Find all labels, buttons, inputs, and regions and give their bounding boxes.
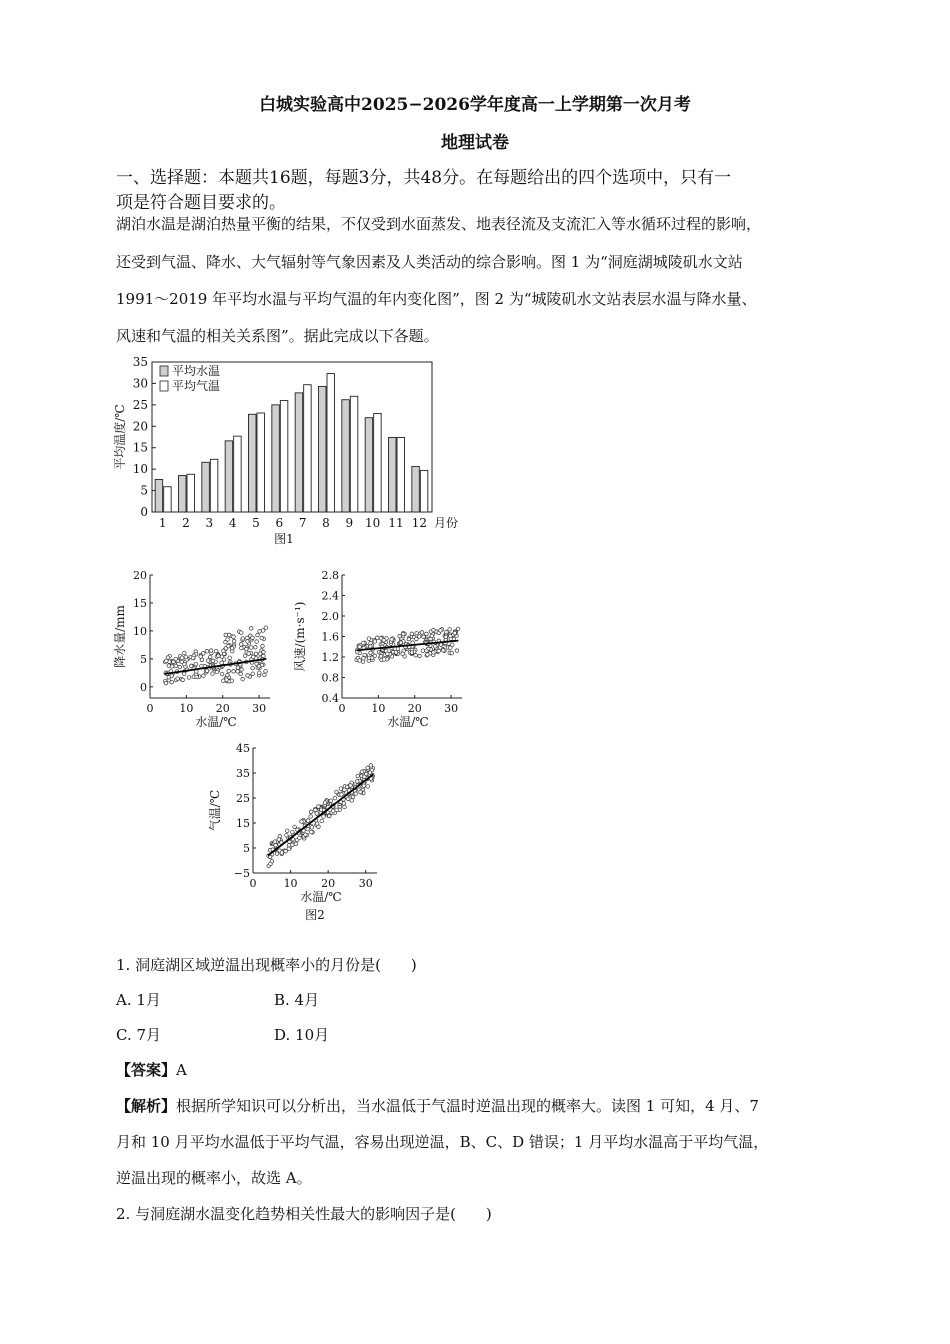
scatter-point — [232, 669, 236, 673]
scatter-point — [191, 656, 195, 660]
y-tick-label: 15 — [132, 440, 148, 455]
x-tick-label: 10 — [371, 702, 386, 715]
bar-water-temp — [202, 462, 210, 512]
x-tick-label: 10 — [179, 702, 194, 715]
scatter-point — [254, 645, 258, 649]
scatter-point — [202, 652, 206, 656]
scatter-point — [350, 799, 354, 803]
scatter-point — [172, 660, 176, 664]
scatter-point — [251, 666, 255, 670]
y-tick-label: 0 — [140, 505, 148, 519]
y-tick-label: 15 — [236, 817, 250, 830]
bar-water-temp — [342, 400, 350, 512]
y-tick-label: −5 — [233, 867, 250, 880]
figure1-bar-chart — [110, 352, 470, 552]
legend-label-air: 平均气温 — [172, 379, 221, 393]
scatter-point — [264, 626, 268, 630]
scatter-point — [178, 665, 182, 669]
scatter-point — [205, 669, 209, 673]
bar-water-temp — [179, 476, 187, 512]
scatter-point — [369, 641, 373, 645]
scatter-point — [331, 809, 335, 813]
figure2-caption: 图2 — [305, 908, 325, 922]
q1-option-a: A. 1月 — [116, 991, 161, 1009]
answer-label: 【答案】 — [116, 1061, 177, 1079]
scatter-point — [386, 652, 390, 656]
scatter-point — [236, 670, 240, 674]
x-tick-label: 2 — [182, 516, 190, 530]
q2-stem: 2. 与洞庭湖水温变化趋势相关性最大的影响因子是( ) — [116, 1205, 492, 1223]
scatter-point — [184, 655, 188, 659]
scatter-point — [306, 827, 310, 831]
y-tick-label: 25 — [236, 792, 250, 805]
scatter-point — [367, 656, 371, 660]
figure2-wind-scatter — [290, 565, 470, 730]
y-axis-label: 气温/℃ — [208, 789, 222, 832]
scatter-point — [422, 635, 426, 639]
bar-water-temp — [295, 393, 303, 512]
y-tick-label: 35 — [132, 355, 148, 369]
scatter-point — [317, 805, 321, 809]
section-heading-line1: 一、选择题：本题共16题，每题3分，共48分。在每题给出的四个选项中，只有一 — [116, 168, 732, 188]
scatter-point — [420, 631, 424, 635]
scatter-point — [205, 649, 209, 653]
scatter-point — [287, 847, 291, 851]
scatter-point — [189, 664, 193, 668]
x-tick-label: 1 — [158, 516, 167, 530]
bar-air-temp — [397, 437, 405, 512]
scatter-point — [174, 664, 178, 668]
scatter-point — [239, 672, 243, 676]
scatter-point — [224, 640, 228, 644]
scatter-point — [249, 627, 253, 631]
intro-line3: 1991～2019 年平均水温与平均气温的年内变化图”，图 2 为“城陵矶水文站表层水温与降水量、 — [116, 290, 757, 308]
scatter-point — [227, 669, 231, 673]
scatter-point — [280, 851, 284, 855]
scatter-point — [398, 634, 402, 638]
scatter-point — [399, 641, 403, 645]
y-tick-label: 2.4 — [321, 589, 339, 603]
x-tick-label: 0 — [146, 702, 154, 715]
bar-water-temp — [272, 405, 280, 512]
scatter-point — [285, 829, 289, 833]
scatter-point — [247, 652, 251, 656]
y-axis-label: 降水量/mm — [113, 605, 127, 668]
y-tick-label: 0.8 — [321, 671, 339, 685]
scatter-point — [209, 649, 213, 653]
y-tick-label: 20 — [133, 569, 147, 582]
x-tick-label: 20 — [321, 877, 336, 890]
scatter-point — [258, 652, 262, 656]
x-tick-label: 5 — [252, 516, 260, 530]
scatter-point — [379, 654, 383, 658]
bar-air-temp — [210, 459, 218, 512]
scatter-point — [407, 637, 411, 641]
scatter-point — [176, 677, 180, 681]
x-tick-label: 10 — [283, 877, 298, 890]
scatter-point — [410, 651, 414, 655]
scatter-point — [306, 819, 310, 823]
scatter-point — [222, 649, 226, 653]
scatter-point — [421, 649, 425, 653]
bar-air-temp — [374, 413, 382, 512]
scatter-point — [170, 680, 174, 684]
trend-line — [268, 774, 373, 855]
scatter-point — [211, 672, 215, 676]
scatter-point — [367, 637, 371, 641]
scatter-point — [366, 785, 370, 789]
scatter-point — [224, 633, 228, 637]
figure2-airtemp-scatter — [205, 738, 385, 928]
x-tick-label: 30 — [444, 702, 459, 715]
scatter-point — [236, 666, 240, 670]
scatter-point — [418, 654, 422, 658]
scatter-point — [382, 658, 386, 662]
scatter-point — [194, 662, 198, 666]
scatter-point — [290, 843, 294, 847]
scatter-point — [251, 655, 255, 659]
y-tick-label: 25 — [132, 397, 148, 412]
y-tick-label: 2.8 — [321, 569, 339, 582]
scatter-point — [261, 629, 265, 633]
scatter-point — [284, 849, 288, 853]
scatter-point — [239, 643, 243, 647]
scatter-point — [445, 630, 449, 634]
scatter-point — [164, 681, 168, 685]
intro-line2: 还受到气温、降水、大气辐射等气象因素及人类活动的综合影响。图 1 为“洞庭湖城陵矶水文站 — [116, 253, 743, 271]
scatter-point — [410, 632, 414, 636]
bar-air-temp — [350, 396, 358, 512]
scatter-point — [232, 639, 236, 643]
y-tick-label: 2.0 — [321, 610, 339, 623]
analysis-label: 【解析】 — [116, 1097, 177, 1115]
scatter-point — [415, 631, 419, 635]
scatter-point — [335, 790, 339, 794]
intro-line1: 湖泊水温是湖泊热量平衡的结果，不仅受到水面蒸发、地表径流及支流汇入等水循环过程的影响， — [116, 215, 762, 233]
scatter-point — [366, 766, 370, 770]
scatter-point — [291, 830, 295, 834]
y-tick-label: 5 — [140, 483, 148, 498]
scatter-point — [346, 797, 350, 801]
x-axis-label: 水温/℃ — [300, 890, 342, 904]
scatter-point — [170, 665, 174, 669]
scatter-point — [359, 790, 363, 794]
scatter-point — [254, 652, 258, 656]
scatter-point — [199, 655, 203, 659]
scatter-point — [369, 651, 373, 655]
scatter-point — [432, 628, 436, 632]
y-tick-label: 10 — [133, 624, 147, 638]
scatter-point — [285, 833, 289, 837]
scatter-point — [320, 819, 324, 823]
scatter-point — [230, 646, 234, 650]
y-tick-label: 0.4 — [321, 692, 339, 705]
bar-air-temp — [187, 474, 195, 512]
q1-analysis-line3: 逆温出现的概率小，故选 A。 — [116, 1169, 312, 1187]
scatter-point — [358, 659, 362, 663]
scatter-point — [241, 637, 245, 641]
q1-answer — [116, 1059, 187, 1080]
scatter-point — [202, 674, 206, 678]
scatter-point — [356, 774, 360, 778]
bar-air-temp — [280, 401, 288, 512]
scatter-point — [304, 833, 308, 837]
scatter-point — [215, 670, 219, 674]
scatter-point — [182, 672, 186, 676]
scatter-point — [345, 785, 349, 789]
scatter-point — [275, 852, 279, 856]
scatter-point — [453, 631, 457, 635]
scatter-point — [375, 636, 379, 640]
scatter-point — [310, 830, 314, 834]
scatter-point — [433, 644, 437, 648]
y-tick-label: 1.6 — [321, 630, 339, 644]
x-tick-label: 20 — [407, 702, 422, 715]
scatter-point — [269, 862, 273, 866]
scatter-point — [369, 764, 373, 768]
figure2-precip-scatter — [110, 565, 275, 730]
scatter-point — [333, 796, 337, 800]
q1-option-d: D. 10月 — [274, 1026, 330, 1044]
scatter-point — [256, 633, 260, 637]
scatter-point — [257, 664, 261, 668]
x-tick-label: 30 — [358, 877, 373, 890]
scatter-point — [415, 637, 419, 641]
x-tick-label: 30 — [252, 702, 267, 715]
scatter-point — [230, 679, 234, 683]
x-tick-label: 8 — [322, 516, 330, 530]
scatter-point — [362, 657, 366, 661]
y-tick-label: 5 — [140, 652, 147, 666]
scatter-point — [211, 659, 215, 663]
bar-water-temp — [249, 414, 257, 512]
scatter-point — [298, 836, 302, 840]
q1-option-c: C. 7月 — [116, 1026, 162, 1044]
y-tick-label: 5 — [243, 842, 250, 855]
scatter-point — [251, 672, 255, 676]
bar-air-temp — [327, 374, 335, 512]
bar-air-temp — [164, 487, 172, 512]
scatter-point — [358, 645, 362, 649]
scatter-point — [360, 770, 364, 774]
x-tick-label: 12 — [411, 516, 427, 530]
bar-air-temp — [304, 385, 312, 512]
q1-analysis-line1 — [116, 1095, 759, 1116]
y-tick-label: 35 — [236, 767, 250, 780]
x-tick-label: 7 — [298, 516, 307, 530]
scatter-point — [227, 644, 231, 648]
scatter-point — [183, 651, 187, 655]
scatter-point — [180, 660, 184, 664]
scatter-point — [439, 643, 443, 647]
scatter-point — [309, 815, 313, 819]
legend-label-water: 平均水温 — [172, 364, 221, 378]
y-axis-label: 平均温度/℃ — [113, 404, 127, 470]
scatter-point — [187, 676, 191, 680]
scatter-point — [425, 649, 429, 653]
scatter-point — [343, 805, 347, 809]
scatter-point — [166, 656, 170, 660]
bar-water-temp — [389, 437, 397, 512]
scatter-point — [228, 656, 232, 660]
scatter-point — [396, 647, 400, 651]
bar-water-temp — [365, 418, 373, 512]
scatter-point — [240, 668, 244, 672]
scatter-point — [323, 801, 327, 805]
x-axis-label: 水温/℃ — [195, 715, 237, 729]
scatter-point — [251, 636, 255, 640]
x-tick-label: 4 — [228, 516, 237, 530]
y-tick-label: 15 — [133, 596, 147, 610]
scatter-point — [390, 638, 394, 642]
x-tick-label: 11 — [388, 516, 404, 530]
scatter-point — [273, 840, 277, 844]
scatter-point — [167, 675, 171, 679]
scatter-point — [258, 630, 262, 634]
scatter-point — [181, 678, 185, 682]
scatter-point — [362, 775, 366, 779]
scatter-point — [448, 646, 452, 650]
scatter-point — [429, 637, 433, 641]
scatter-point — [241, 677, 245, 681]
bar-air-temp — [420, 470, 428, 512]
scatter-point — [426, 653, 430, 657]
y-tick-label: 45 — [236, 742, 250, 755]
x-tick-label: 3 — [205, 516, 214, 530]
scatter-point — [322, 815, 326, 819]
analysis-text-1: 根据所学知识可以分析出，当水温低于气温时逆温出现的概率大。读图 1 可知，4 月、7 — [176, 1097, 759, 1115]
scatter-point — [394, 651, 398, 655]
scatter-point — [294, 842, 298, 846]
scatter-point — [437, 649, 441, 653]
bar-water-temp — [412, 467, 420, 512]
x-tick-label: 0 — [249, 877, 257, 890]
q1-analysis-line2: 月和 10 月平均水温低于平均气温，容易出现逆温，B、C、D 错误；1 月平均水温高于平均气温， — [116, 1133, 769, 1151]
scatter-point — [444, 635, 448, 639]
y-tick-label: 0 — [140, 680, 147, 694]
bar-water-temp — [319, 386, 327, 512]
section-heading-line2: 项是符合题目要求的。 — [116, 193, 286, 213]
scatter-point — [368, 771, 372, 775]
scatter-point — [401, 652, 405, 656]
y-tick-label: 30 — [132, 376, 148, 391]
scatter-point — [355, 780, 359, 784]
q1-stem: 1. 洞庭湖区域逆温出现概率小的月份是( ) — [116, 956, 417, 974]
x-tick-label: 10 — [365, 516, 381, 530]
scatter-point — [401, 632, 405, 636]
scatter-point — [246, 640, 250, 644]
scatter-point — [261, 644, 265, 648]
scatter-point — [263, 673, 267, 677]
x-tick-label: 0 — [338, 702, 346, 715]
scatter-point — [448, 628, 452, 632]
scatter-point — [340, 793, 344, 797]
scatter-point — [351, 795, 355, 799]
scatter-point — [200, 664, 204, 668]
scatter-point — [339, 787, 343, 791]
scatter-point — [257, 671, 261, 675]
x-tick-label: 20 — [215, 702, 230, 715]
scatter-point — [309, 810, 313, 814]
answer-value: A — [176, 1061, 187, 1079]
scatter-point — [225, 678, 229, 682]
scatter-point — [208, 655, 212, 659]
bar-water-temp — [155, 479, 163, 512]
scatter-point — [450, 651, 454, 655]
scatter-point — [264, 669, 268, 673]
scatter-point — [382, 638, 386, 642]
scatter-point — [217, 654, 221, 658]
scatter-point — [439, 629, 443, 633]
scatter-point — [432, 651, 436, 655]
scatter-point — [448, 634, 452, 638]
exam-subtitle: 地理试卷 — [441, 133, 509, 153]
scatter-point — [274, 843, 278, 847]
scatter-point — [362, 784, 366, 788]
scatter-point — [314, 808, 318, 812]
scatter-point — [310, 826, 314, 830]
scatter-point — [243, 654, 247, 658]
scatter-point — [220, 672, 224, 676]
scatter-point — [329, 799, 333, 803]
scatter-point — [255, 640, 259, 644]
bar-air-temp — [257, 413, 265, 512]
intro-line4: 风速和气温的相关关系图”。据此完成以下各题。 — [116, 327, 439, 345]
scatter-point — [354, 792, 358, 796]
scatter-point — [362, 641, 366, 645]
scatter-point — [239, 631, 243, 635]
exam-title: 白城实验高中2025−2026学年度高一上学期第一次月考 — [259, 95, 691, 115]
x-axis-label: 水温/℃ — [387, 715, 429, 729]
scatter-point — [260, 636, 264, 640]
scatter-point — [327, 814, 331, 818]
y-tick-label: 20 — [132, 419, 148, 434]
scatter-point — [455, 649, 459, 653]
scatter-point — [220, 661, 224, 665]
scatter-point — [180, 656, 184, 660]
scatter-point — [249, 646, 253, 650]
scatter-point — [414, 653, 418, 657]
scatter-point — [315, 812, 319, 816]
y-tick-label: 10 — [132, 462, 148, 477]
legend-swatch-air — [160, 381, 168, 391]
x-axis-label: 月份 — [434, 516, 459, 530]
y-axis-label: 风速/(m·s⁻¹) — [293, 601, 307, 672]
x-tick-label: 6 — [275, 516, 284, 530]
scatter-point — [240, 646, 244, 650]
legend-swatch-water — [160, 366, 168, 376]
y-tick-label: 1.2 — [321, 651, 339, 664]
q1-option-b: B. 4月 — [274, 991, 320, 1009]
bar-water-temp — [225, 441, 233, 512]
scatter-point — [300, 820, 304, 824]
scatter-point — [232, 635, 236, 639]
scatter-point — [441, 648, 445, 652]
scatter-point — [206, 659, 210, 663]
figure1-caption: 图1 — [274, 532, 294, 546]
scatter-point — [373, 640, 377, 644]
scatter-point — [246, 636, 250, 640]
scatter-point — [246, 674, 250, 678]
bar-air-temp — [234, 436, 242, 512]
scatter-point — [293, 825, 297, 829]
x-tick-label: 9 — [345, 516, 354, 530]
scatter-point — [245, 647, 249, 651]
scatter-point — [363, 653, 367, 657]
